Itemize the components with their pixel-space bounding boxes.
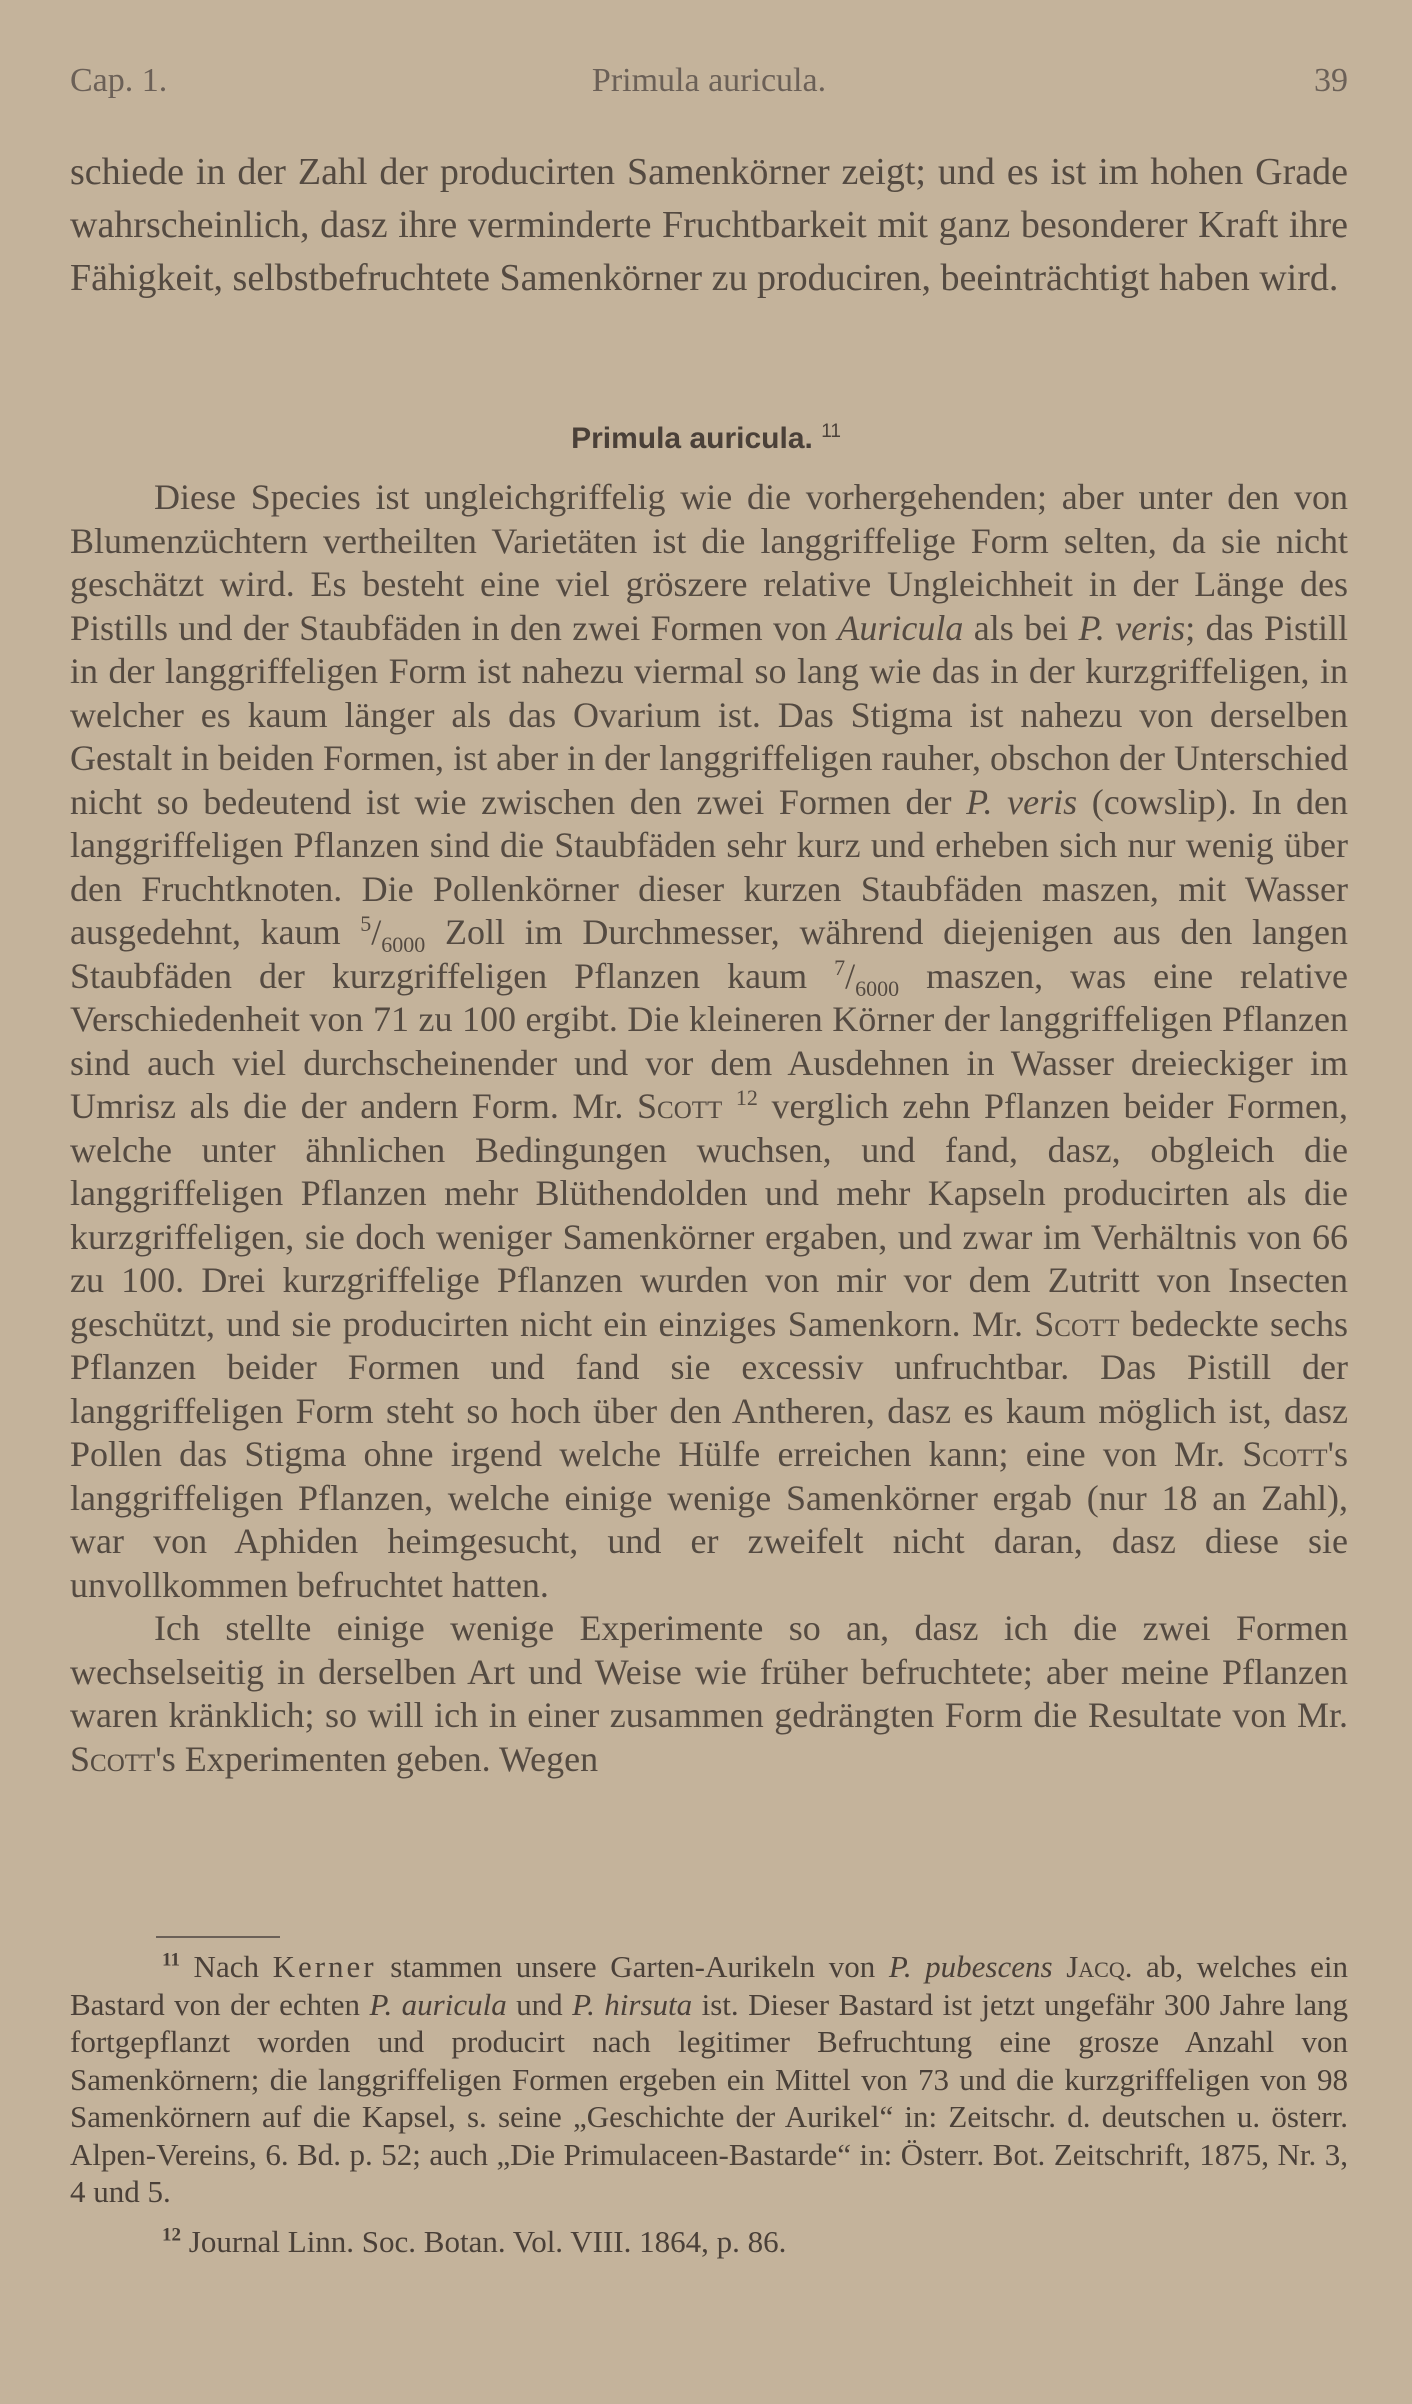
text-run: ab, welches ein Bastard von der echten [70,1949,1348,2022]
author-name: Kerner [272,1949,377,1984]
author-name: Scott [1242,1434,1328,1474]
fraction-numerator: 5 [360,911,372,936]
text-run: und [506,1986,573,2022]
running-header [70,62,1348,106]
footnote-number: 12 [162,2224,181,2246]
italic-term: Auricula [837,607,964,648]
fraction-denominator: 6000 [855,975,900,1001]
intro-paragraph [70,146,1348,305]
section-title: Primula auricula. [571,422,813,455]
running-title: Primula auricula. [591,62,827,99]
intro-text: schiede in der Zahl der producirten Samenkörner zeigt; und es ist im hohen Grade wahrscheinlich, dasz ihre verminderte Fruchtbarkeit mit ganz besonderer Kraft ihre Fähigkeit, selbstbefruchtete Samenkörner zu produciren, beeinträchtigt haben wird. [70,151,1348,299]
page-number: 39 [1314,62,1348,99]
footnotes [70,1948,1348,2260]
text-run: Ich stellte einige wenige Experimente so an, dasz ich die zwei Formen wechselseitig in derselben Art und Weise wie früher befruchtete; aber meine Pflanzen waren kränklich; so will ich in einer zusammen gedrängten Form die Resultate von Mr. [70,1608,1348,1735]
text-run: bedeckte sechs Pflanzen beider Formen und fand sie excessiv unfruchtbar. Das Pistill der langgriffeligen Form steht so hoch über den Antheren, dasz es kaum möglich ist, dasz Pollen das Stigma ohne irgend welche Hülfe erreichen kann; eine von Mr. [70,1303,1348,1474]
footnote-ref-12[interactable]: 12 [735,1085,758,1110]
main-text [70,476,1348,1781]
author-name: Scott [70,1738,156,1779]
italic-term: P. hirsuta [572,1986,693,2022]
footnote-12 [70,2223,1348,2261]
author-name: Scott [637,1086,723,1126]
text-run [1053,1949,1067,1984]
text-run: ; das Pistill in der langgriffeligen Form ist nahezu viermal so lang wie das in der kurzgriffeligen, in welcher es kaum länger als das Ovarium ist. Das Stigma ist nahezu von derselben Gestalt in beiden Formen, ist aber in der langgriffeligen rauher, obschon der Unterschied nicht so bedeutend ist wie zwischen den zwei Formen der [70,607,1348,822]
chapter-label: Cap. 1. [70,62,168,99]
footnote-11 [70,1948,1348,2211]
text-run: Diese Species ist ungleichgriffelig wie die vorhergehenden; aber unter den von Blumenzüchtern vertheilten Varietäten ist die langgriffelige Form selten, da sie nicht geschätzt wird. Es besteht eine viel gröszere relative Ungleichheit in der Länge des Pistills und der Staubfäden in den zwei Formen von [70,477,1348,648]
text-run: 's Experimenten geben. Wegen [155,1738,599,1779]
paragraph-2 [70,1607,1348,1781]
fraction-numerator: 7 [834,954,846,980]
footnote-number: 11 [162,1949,180,1971]
italic-term: P. veris [1078,607,1186,648]
italic-term: P. pubescens [888,1949,1053,1984]
footnote-ref-11[interactable]: 11 [821,421,841,442]
fraction-denominator: 6000 [381,932,426,958]
paragraph-1: Diese Species ist ungleichgriffelig wie die vorhergehenden; aber unter den von Blumenzüchtern vertheilten Varietäten ist die langgriffelige Form selten, da sie nicht geschätzt wird. Es besteht eine viel gröszere relative Ungleichheit in der Länge des Pistills und der Staubfäden in den zwei Formen von Auricula als bei P. veris; das Pistill in der langgriffeligen Form ist nahezu viermal so lang wie das in der kurzgriffeligen, in welcher es kaum länger als das Ovarium ist. Das Stigma ist nahezu von derselben Gestalt in beiden Formen, ist aber in der langgriffeligen rauher, obschon der Unterschied nicht so bedeutend ist wie zwischen den zwei Formen der P. veris (cowslip). In den langgriffeligen Pflanzen sind die Staubfäden sehr kurz und erheben sich nur wenig über den Fruchtknoten. Die Pollenkörner dieser kurzen Staubfäden maszen, mit Wasser ausgedehnt, kaum $^5/_{6000}$ Zoll im Durchmesser, während diejenigen aus den langen Staubfäden der kurzgriffeligen Pflanzen kaum $^7/_{6000}$ maszen, was eine relative Verschiedenheit von 71 zu 100 ergibt. Die kleineren Körner der langgriffeligen Pflanzen sind auch viel durchscheinender und vor dem Ausdehnen in Wasser dreieckiger im Umrisz als die der andern Form. Mr. Scott $^{12}$ verglich zehn Pflanzen beider Formen, welche unter ähnlichen Bedingungen wuchsen, und fand, dasz, obgleich die langgriffeligen Pflanzen mehr Blüthendolden und mehr Kapseln producirten als die kurzgriffeligen, sie doch weniger Samenkörner ergaben, und zwar im Verhältnis von 66 zu 100. Drei kurzgriffelige Pflanzen wurden von mir vor dem Zutritt von Insecten geschützt, und sie producirten nicht ein einziges Samenkorn. Mr. Scott bedeckte sechs Pflanzen beider Formen und fand sie excessiv unfruchtbar. Das Pistill der langgriffeligen Form steht so hoch über den Antheren, dasz es kaum möglich ist, dasz Pollen das Stigma ohne irgend welche Hülfe erreichen kann; eine von Mr. Scott's langgriffeligen Pflanzen, welche einige wenige Samenkörner ergab (nur 18 an Zahl), war von Aphiden heimgesucht, und er zweifelt nicht daran, dasz diese sie unvollkommen befruchtet hatten. [70,477,1349,1605]
text-run: Journal Linn. Soc. Botan. Vol. VIII. 1864, p. 86. [181,2223,787,2259]
text-run: ist. Dieser Bastard ist jetzt ungefähr 300 Jahre lang fortgepflanzt worden und producirt nach legitimer Befruchtung eine grosze Anzahl von Samenkörnern; die langgriffeligen Formen ergeben ein Mittel von 73 und die kurzgriffeligen von 98 Samenkörnern auf die Kapsel, s. seine „Geschichte der Aurikel“ in: Zeitschr. d. deutschen u. österr. Alpen-Vereins, 6. Bd. p. 52; auch „Die Primulaceen-Bastarde“ in: Österr. Bot. Zeitschrift, 1875, Nr. 3, 4 und 5. [70,1986,1349,2209]
text-run: maszen, was eine relative Verschiedenheit von 71 zu 100 ergibt. Die kleineren Körner der langgriffeligen Pflanzen sind auch viel durchscheinender und vor dem Ausdehnen in Wasser dreieckiger im Umrisz als die der andern Form. Mr. [70,955,1348,1126]
italic-term: P. auricula [369,1986,507,2022]
author-name: Scott [1034,1303,1120,1344]
footnote-divider [156,1936,280,1938]
text-run: Zoll im Durchmesser, während diejenigen aus den langen Staubfäden der kurzgriffeligen Pflanzen kaum [70,912,1348,996]
section-heading [0,421,1412,456]
text-run: als bei [963,607,1079,648]
text-run: stammen unsere Garten-Aurikeln von [376,1949,889,1984]
text-run: (cowslip). In den langgriffeligen Pflanzen sind die Staubfäden sehr kurz und erheben sich nur wenig über den Fruchtknoten. Die Pollenkörner dieser kurzen Staubfäden maszen, mit Wasser ausgedehnt, kaum [70,781,1348,952]
text-run: verglich zehn Pflanzen beider Formen, welche unter ähnlichen Bedingungen wuchsen, und fand, dasz, obgleich die langgriffeligen Pflanzen mehr Blüthendolden und mehr Kapseln producirten als die kurzgriffeligen, sie doch weniger Samenkörner ergaben, und zwar im Verhältnis von 66 zu 100. Drei kurzgriffelige Pflanzen wurden von mir vor dem Zutritt von Insecten geschützt, und sie producirten nicht ein einziges Samenkorn. Mr. [70,1086,1349,1344]
text-run: 's langgriffeligen Pflanzen, welche einige wenige Samenkörner ergab (nur 18 an Zahl), war von Aphiden heimgesucht, und er zweifelt nicht daran, dasz diese sie unvollkommen befruchtet hatten. [70,1434,1348,1605]
italic-term: P. veris [966,781,1078,822]
author-abbrev: Jacq. [1066,1949,1133,1984]
text-run: Nach [179,1949,273,1984]
